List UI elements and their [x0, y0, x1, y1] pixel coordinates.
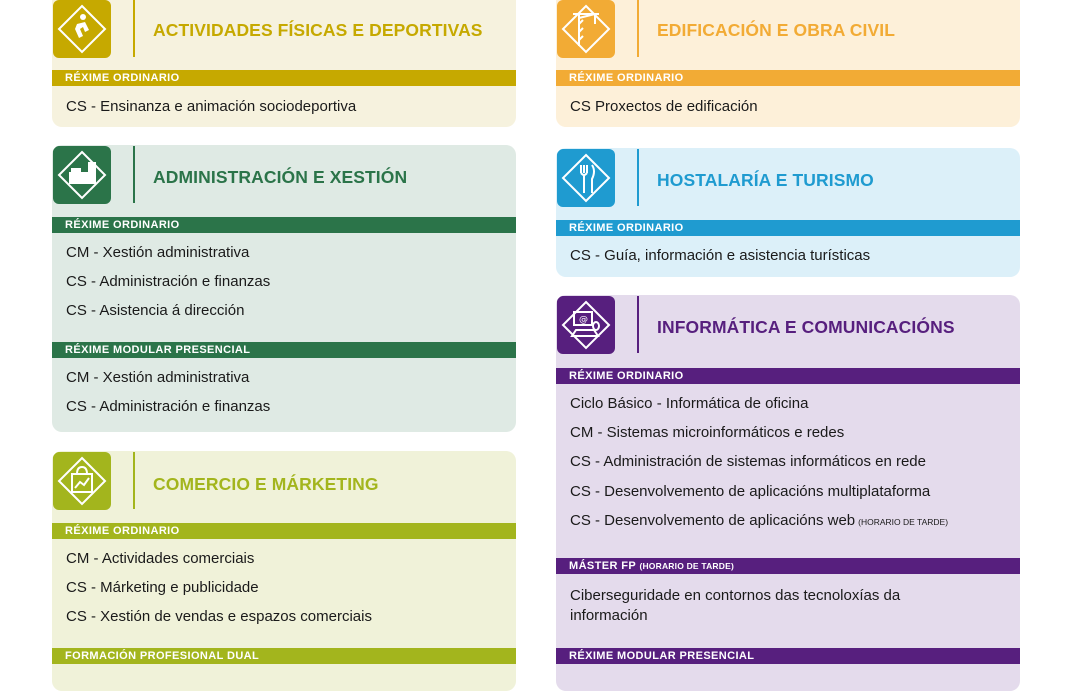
list-item: CS - Asistencia á dirección: [66, 302, 245, 319]
runner-icon: [53, 0, 111, 58]
list-item: Ciberseguridade en contornos das tecnoloxías da información: [570, 587, 901, 624]
card-title: EDIFICACIÓN E OBRA CIVIL: [657, 20, 896, 40]
regime-bar: RÉXIME ORDINARIO: [52, 217, 516, 233]
regime-bar: RÉXIME ORDINARIO: [52, 523, 516, 539]
card-hostalaria: [556, 148, 1020, 277]
list-item: CS - Márketing e publicidade: [66, 579, 259, 596]
list-item: CS Proxectos de edificación: [570, 98, 758, 115]
list-item: CS - Xestión de vendas e espazos comerciais: [66, 608, 372, 625]
list-item: CS - Desenvolvemento de aplicacións multiplataforma: [570, 483, 931, 500]
list-item: CS - Administración e finanzas: [66, 273, 271, 290]
list-item: Ciclo Básico - Informática de oficina: [570, 395, 809, 412]
card-title: HOSTALARÍA E TURISMO: [657, 170, 874, 190]
regime-bar: [556, 558, 1020, 574]
shopping-bag-icon: [53, 452, 111, 510]
cutlery-icon: [557, 149, 615, 207]
regime-bar: RÉXIME ORDINARIO: [556, 368, 1020, 384]
computer-icon: [557, 296, 615, 354]
list-item: CS - Administración e finanzas: [66, 398, 271, 415]
list-item: CM - Actividades comerciais: [66, 550, 255, 567]
regime-bar: RÉXIME MODULAR PRESENCIAL: [52, 342, 516, 358]
list-item: CS - Guía, información e asistencia turísticas: [570, 247, 871, 264]
list-item: CM - Xestión administrativa: [66, 244, 250, 261]
list-item: CM - Sistemas microinformáticos e redes: [570, 424, 845, 441]
list-item: [570, 512, 948, 531]
card-comercio: [52, 451, 516, 691]
card-title: INFORMÁTICA E COMUNICACIÓNS: [657, 317, 955, 337]
card-administracion: [52, 145, 516, 432]
schedule-note: (HORARIO DE TARDE): [858, 517, 949, 527]
card-informatica: [556, 295, 1020, 691]
regime-label: MÁSTER FP: [569, 560, 636, 572]
list-item: CS - Administración de sistemas informáticos en rede: [570, 453, 926, 470]
regime-bar: RÉXIME ORDINARIO: [556, 220, 1020, 236]
regime-bar: FORMACIÓN PROFESIONAL DUAL: [52, 648, 516, 664]
list-item: CM - Xestión administrativa: [66, 369, 250, 386]
card-title: COMERCIO E MÁRKETING: [153, 474, 379, 494]
card-title: ADMINISTRACIÓN E XESTIÓN: [153, 167, 408, 187]
list-item-label: CS - Desenvolvemento de aplicacións web: [570, 512, 856, 529]
list-item: CS - Ensinanza e animación sociodeportiva: [66, 98, 357, 115]
schedule-note: (HORARIO DE TARDE): [639, 561, 735, 571]
regime-bar: RÉXIME MODULAR PRESENCIAL: [556, 648, 1020, 664]
card-actividades-fisicas: [52, 0, 516, 127]
regime-bar: RÉXIME ORDINARIO: [52, 70, 516, 86]
crane-icon: [557, 0, 615, 58]
office-desk-icon: [53, 146, 111, 204]
card-title: ACTIVIDADES FÍSICAS E DEPORTIVAS: [153, 20, 483, 40]
svg-text:@: @: [579, 315, 588, 325]
card-edificacion: [556, 0, 1020, 127]
regime-bar: RÉXIME ORDINARIO: [556, 70, 1020, 86]
